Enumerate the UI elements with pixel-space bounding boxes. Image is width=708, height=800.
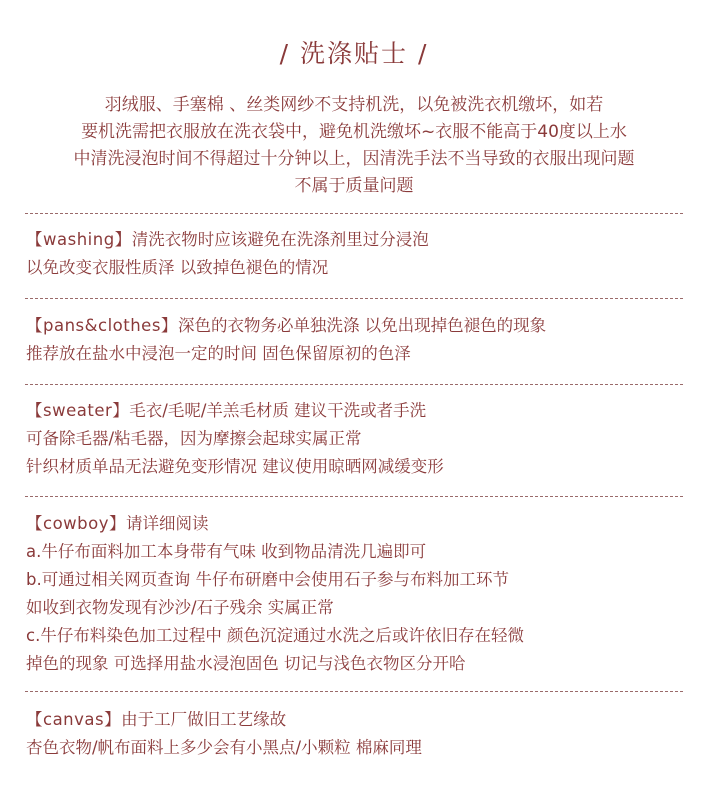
section-line: b.可通过相关网页查询 牛仔布研磨中会使用石子参与布料加工环节 [26, 570, 509, 589]
dashed-divider [25, 496, 683, 497]
dashed-divider [25, 213, 683, 214]
section-cowboy [26, 510, 686, 678]
section-tag: 【cowboy】 [26, 514, 126, 533]
section-text: 清洗衣物时应该避免在洗涤剂里过分浸泡 [131, 230, 429, 249]
section-line [26, 706, 686, 734]
section-line: 如收到衣物发现有沙沙/石子残余 实属正常 [26, 598, 334, 617]
section-line: 以免改变衣服性质泽 以致掉色褪色的情况 [26, 258, 329, 277]
section-text: 毛衣/毛呢/羊羔毛材质 建议干洗或者手洗 [129, 401, 427, 420]
dashed-divider [25, 298, 683, 299]
section-line: 掉色的现象 可选择用盐水浸泡固色 切记与浅色衣物区分开哈 [26, 654, 466, 673]
section-text: 由于工厂做旧工艺缘故 [121, 710, 287, 729]
section-line: 杏色衣物/帆布面料上多少会有小黑点/小颗粒 棉麻同理 [26, 738, 422, 757]
section-line: 针织材质单品无法避免变形情况 建议使用晾晒网减缓变形 [26, 457, 444, 476]
section-line [26, 510, 686, 538]
section-tag: 【pans&clothes】 [26, 316, 178, 335]
section-sweater [26, 397, 686, 481]
section-line: 可备除毛器/粘毛器，因为摩擦会起球实属正常 [26, 429, 362, 448]
intro-paragraph [24, 92, 684, 200]
intro-line: 中清洗浸泡时间不得超过十分钟以上，因清洗手法不当导致的衣服出现问题 [73, 149, 635, 169]
section-line: a.牛仔布面料加工本身带有气味 收到物品清洗几遍即可 [26, 542, 427, 561]
section-washing [26, 226, 686, 282]
intro-line: 要机洗需把衣服放在洗衣袋中，避免机洗缴坏~衣服不能高于40度以上水 [81, 122, 627, 142]
dashed-divider [25, 691, 683, 692]
intro-line: 羽绒服、手塞棉 、丝类网纱不支持机洗，以免被洗衣机缴坏，如若 [104, 95, 604, 115]
section-tag: 【washing】 [26, 230, 132, 249]
section-pans-clothes [26, 312, 686, 368]
section-line [26, 226, 686, 254]
section-text: 深色的衣物务必单独洗涤 以免出现掉色褪色的现象 [177, 316, 547, 335]
intro-line: 不属于质量问题 [294, 176, 414, 196]
section-line [26, 397, 686, 425]
section-tag: 【sweater】 [26, 401, 130, 420]
page-title: / 洗涤贴士 / [279, 39, 429, 68]
section-canvas [26, 706, 686, 762]
section-line: 推荐放在盐水中浸泡一定的时间 固色保留原初的色泽 [26, 344, 411, 363]
section-line [26, 312, 686, 340]
dashed-divider [25, 384, 683, 385]
section-line: c.牛仔布料染色加工过程中 颜色沉淀通过水洗之后或许依旧存在轻微 [26, 626, 525, 645]
section-text: 请详细阅读 [126, 514, 209, 533]
section-tag: 【canvas】 [26, 710, 122, 729]
